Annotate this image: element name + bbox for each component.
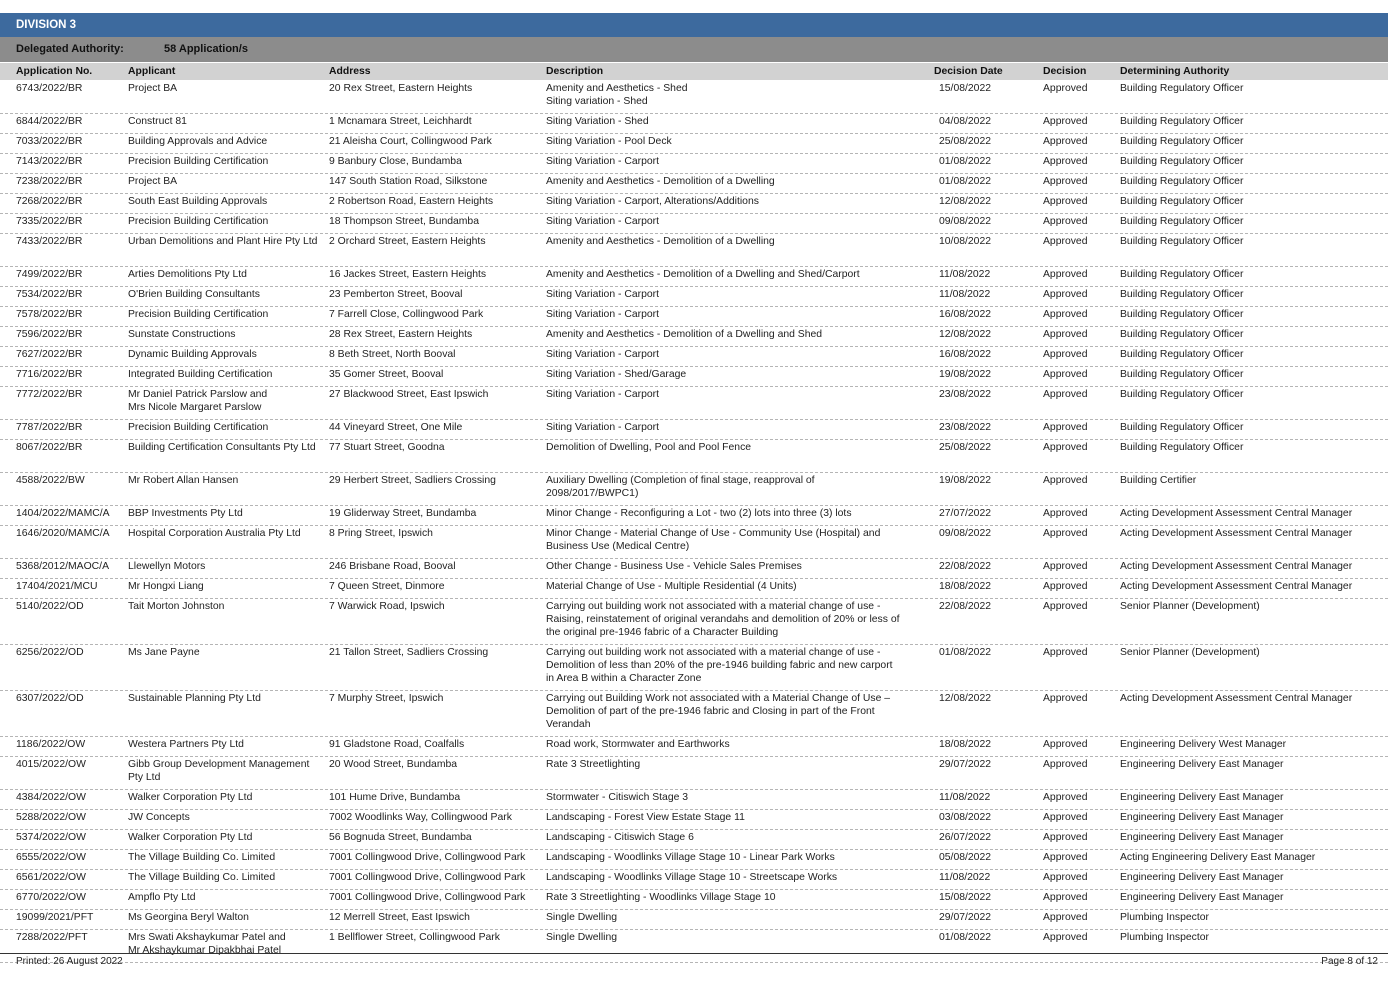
table-row xyxy=(0,473,1388,506)
cell-description: Siting Variation - Shed/Garage xyxy=(546,369,687,380)
cell-address: 44 Vineyard Street, One Mile xyxy=(329,422,463,433)
cell-applicant: Sunstate Constructions xyxy=(128,329,236,340)
cell-applicant: The Village Building Co. Limited xyxy=(128,852,276,863)
cell-applicant: JW Concepts xyxy=(128,812,190,823)
cell-applicant: Llewellyn Motors xyxy=(128,561,206,572)
cell-decision: Approved xyxy=(1043,389,1088,400)
cell-authority: Building Regulatory Officer xyxy=(1120,389,1244,400)
table-row xyxy=(0,420,1388,440)
footer-divider xyxy=(0,953,1388,954)
cell-authority: Building Regulatory Officer xyxy=(1120,349,1244,360)
cell-description: Material Change of Use - Multiple Residential (4 Units) xyxy=(546,581,797,592)
cell-description: Single Dwelling xyxy=(546,932,618,943)
table-row xyxy=(0,691,1388,737)
cell-description: Siting Variation - Carport xyxy=(546,422,659,433)
cell-decision: Approved xyxy=(1043,601,1088,612)
cell-app-no: 7433/2022/BR xyxy=(16,236,83,247)
cell-description: Carrying out building work not associated with a material change of use - Raising, reinstatement of original verandahs and demolition of 20% or less of the original pre-1946 fabric of a Character Building xyxy=(546,601,900,638)
cell-decision: Approved xyxy=(1043,269,1088,280)
col-header-authority: Determining Authority xyxy=(1120,66,1230,77)
cell-description: Siting Variation - Carport xyxy=(546,349,659,360)
cell-decision-date: 18/08/2022 xyxy=(939,739,992,750)
applications-table xyxy=(0,81,1388,956)
cell-applicant: Walker Corporation Pty Ltd xyxy=(128,832,253,843)
cell-description: Landscaping - Citiswich Stage 6 xyxy=(546,832,694,843)
cell-address: 7001 Collingwood Drive, Collingwood Park xyxy=(329,892,526,903)
cell-authority: Building Regulatory Officer xyxy=(1120,269,1244,280)
cell-app-no: 7499/2022/BR xyxy=(16,269,83,280)
cell-applicant: Building Approvals and Advice xyxy=(128,136,268,147)
cell-address: 7002 Woodlinks Way, Collingwood Park xyxy=(329,812,512,823)
cell-description: Carrying out building work not associated with a material change of use - Demolition of less than 20% of the pre-1946 building fabric and new carport in Area B within a Character Zone xyxy=(546,647,893,684)
col-header-address: Address xyxy=(329,66,371,77)
cell-applicant: Precision Building Certification xyxy=(128,309,269,320)
cell-applicant: Integrated Building Certification xyxy=(128,369,273,380)
cell-app-no: 7268/2022/BR xyxy=(16,196,83,207)
cell-applicant: Mr Hongxi Liang xyxy=(128,581,204,592)
cell-decision: Approved xyxy=(1043,196,1088,207)
cell-decision: Approved xyxy=(1043,528,1088,539)
cell-decision-date: 11/08/2022 xyxy=(939,872,991,883)
cell-applicant: Project BA xyxy=(128,176,178,187)
cell-authority: Acting Development Assessment Central Manager xyxy=(1120,581,1353,592)
cell-decision-date: 10/08/2022 xyxy=(939,236,992,247)
cell-address: 27 Blackwood Street, East Ipswich xyxy=(329,389,489,400)
col-header-applicant: Applicant xyxy=(128,66,176,77)
cell-decision: Approved xyxy=(1043,872,1088,883)
cell-authority: Engineering Delivery West Manager xyxy=(1120,739,1287,750)
cell-authority: Engineering Delivery East Manager xyxy=(1120,792,1284,803)
cell-decision: Approved xyxy=(1043,329,1088,340)
cell-decision-date: 19/08/2022 xyxy=(939,475,992,486)
cell-address: 1 Bellflower Street, Collingwood Park xyxy=(329,932,500,943)
cell-applicant: Gibb Group Development Management Pty Ltd xyxy=(128,759,310,783)
cell-address: 101 Hume Drive, Bundamba xyxy=(329,792,461,803)
cell-app-no: 6844/2022/BR xyxy=(16,116,83,127)
table-row xyxy=(0,930,1388,963)
cell-decision: Approved xyxy=(1043,349,1088,360)
table-row xyxy=(0,174,1388,194)
cell-address: 77 Stuart Street, Goodna xyxy=(329,442,445,453)
cell-description: Siting Variation - Carport xyxy=(546,156,659,167)
cell-description: Auxiliary Dwelling (Completion of final stage, reapproval of 2098/2017/BWPC1) xyxy=(546,475,815,499)
cell-decision: Approved xyxy=(1043,176,1088,187)
cell-app-no: 1404/2022/MAMC/A xyxy=(16,508,110,519)
cell-decision-date: 11/08/2022 xyxy=(939,289,991,300)
cell-authority: Senior Planner (Development) xyxy=(1120,601,1260,612)
cell-decision: Approved xyxy=(1043,309,1088,320)
cell-description: Carrying out Building Work not associated with a Material Change of Use – Demolition of part of the pre-1946 fabric and Closing in part of the Front Verandah xyxy=(546,693,891,730)
cell-app-no: 7238/2022/BR xyxy=(16,176,83,187)
division-header xyxy=(0,13,1388,37)
authority-label: Delegated Authority: xyxy=(16,43,124,55)
cell-address: 2 Orchard Street, Eastern Heights xyxy=(329,236,486,247)
table-row xyxy=(0,287,1388,307)
cell-authority: Plumbing Inspector xyxy=(1120,932,1209,943)
cell-applicant: Precision Building Certification xyxy=(128,216,269,227)
cell-address: 18 Thompson Street, Bundamba xyxy=(329,216,479,227)
cell-description: Amenity and Aesthetics - Demolition of a Dwelling and Shed/Carport xyxy=(546,269,860,280)
cell-app-no: 5140/2022/OD xyxy=(16,601,84,612)
table-row xyxy=(0,579,1388,599)
table-row xyxy=(0,790,1388,810)
table-row xyxy=(0,154,1388,174)
cell-applicant: Ampflo Pty Ltd xyxy=(128,892,196,903)
cell-app-no: 7033/2022/BR xyxy=(16,136,83,147)
cell-applicant: Precision Building Certification xyxy=(128,422,269,433)
cell-applicant: Sustainable Planning Pty Ltd xyxy=(128,693,261,704)
cell-decision: Approved xyxy=(1043,932,1088,943)
cell-decision-date: 12/08/2022 xyxy=(939,329,992,340)
cell-app-no: 8067/2022/BR xyxy=(16,442,83,453)
cell-description: Other Change - Business Use - Vehicle Sales Premises xyxy=(546,561,802,572)
cell-decision-date: 16/08/2022 xyxy=(939,349,992,360)
cell-decision-date: 01/08/2022 xyxy=(939,156,992,167)
table-row xyxy=(0,559,1388,579)
cell-authority: Building Regulatory Officer xyxy=(1120,83,1244,94)
table-row xyxy=(0,327,1388,347)
printed-date: Printed: 26 August 2022 xyxy=(16,956,123,967)
division-title: DIVISION 3 xyxy=(16,19,77,31)
cell-authority: Building Regulatory Officer xyxy=(1120,136,1244,147)
cell-applicant: Project BA xyxy=(128,83,178,94)
cell-applicant: O'Brien Building Consultants xyxy=(128,289,260,300)
table-row xyxy=(0,599,1388,645)
cell-decision-date: 29/07/2022 xyxy=(939,759,992,770)
cell-description: Landscaping - Woodlinks Village Stage 10 - Linear Park Works xyxy=(546,852,835,863)
cell-decision-date: 26/07/2022 xyxy=(939,832,992,843)
cell-authority: Building Regulatory Officer xyxy=(1120,176,1244,187)
cell-decision-date: 25/08/2022 xyxy=(939,136,992,147)
cell-decision-date: 01/08/2022 xyxy=(939,176,992,187)
cell-applicant: Urban Demolitions and Plant Hire Pty Ltd xyxy=(128,236,318,247)
cell-description: Siting Variation - Carport xyxy=(546,389,659,400)
authority-summary xyxy=(0,37,1388,62)
col-header-description: Description xyxy=(546,66,604,77)
cell-description: Landscaping - Forest View Estate Stage 11 xyxy=(546,812,745,823)
cell-applicant: Westera Partners Pty Ltd xyxy=(128,739,244,750)
table-header xyxy=(0,63,1388,80)
cell-description: Amenity and Aesthetics - Shed Siting variation - Shed xyxy=(546,83,688,107)
cell-decision: Approved xyxy=(1043,216,1088,227)
cell-address: 2 Robertson Road, Eastern Heights xyxy=(329,196,494,207)
cell-applicant: Mr Robert Allan Hansen xyxy=(128,475,239,486)
cell-app-no: 4588/2022/BW xyxy=(16,475,85,486)
table-row xyxy=(0,347,1388,367)
cell-decision-date: 29/07/2022 xyxy=(939,912,992,923)
cell-decision: Approved xyxy=(1043,136,1088,147)
cell-address: 20 Wood Street, Bundamba xyxy=(329,759,458,770)
table-row xyxy=(0,850,1388,870)
cell-applicant: Ms Jane Payne xyxy=(128,647,200,658)
cell-description: Siting Variation - Pool Deck xyxy=(546,136,672,147)
cell-applicant: Building Certification Consultants Pty Ltd xyxy=(128,442,316,453)
cell-authority: Acting Development Assessment Central Manager xyxy=(1120,561,1353,572)
cell-decision: Approved xyxy=(1043,812,1088,823)
cell-app-no: 7627/2022/BR xyxy=(16,349,83,360)
cell-authority: Senior Planner (Development) xyxy=(1120,647,1260,658)
cell-authority: Engineering Delivery East Manager xyxy=(1120,812,1284,823)
cell-applicant: Ms Georgina Beryl Walton xyxy=(128,912,249,923)
cell-description: Minor Change - Reconfiguring a Lot - two (2) lots into three (3) lots xyxy=(546,508,852,519)
cell-authority: Engineering Delivery East Manager xyxy=(1120,892,1284,903)
cell-applicant: Tait Morton Johnston xyxy=(128,601,225,612)
cell-app-no: 7335/2022/BR xyxy=(16,216,83,227)
cell-address: 7 Murphy Street, Ipswich xyxy=(329,693,444,704)
cell-authority: Acting Development Assessment Central Manager xyxy=(1120,528,1353,539)
cell-authority: Engineering Delivery East Manager xyxy=(1120,832,1284,843)
cell-address: 246 Brisbane Road, Booval xyxy=(329,561,456,572)
cell-decision: Approved xyxy=(1043,852,1088,863)
cell-app-no: 7716/2022/BR xyxy=(16,369,83,380)
cell-app-no: 7534/2022/BR xyxy=(16,289,83,300)
cell-address: 147 South Station Road, Silkstone xyxy=(329,176,488,187)
cell-address: 12 Merrell Street, East Ipswich xyxy=(329,912,470,923)
cell-app-no: 6307/2022/OD xyxy=(16,693,84,704)
table-row xyxy=(0,810,1388,830)
table-row xyxy=(0,910,1388,930)
cell-authority: Building Regulatory Officer xyxy=(1120,156,1244,167)
cell-decision-date: 11/08/2022 xyxy=(939,269,991,280)
cell-app-no: 6561/2022/OW xyxy=(16,872,86,883)
cell-description: Siting Variation - Shed xyxy=(546,116,649,127)
cell-app-no: 7288/2022/PFT xyxy=(16,932,88,943)
cell-app-no: 6743/2022/BR xyxy=(16,83,83,94)
cell-decision: Approved xyxy=(1043,561,1088,572)
cell-decision-date: 18/08/2022 xyxy=(939,581,992,592)
cell-authority: Engineering Delivery East Manager xyxy=(1120,759,1284,770)
table-row xyxy=(0,830,1388,850)
cell-app-no: 5288/2022/OW xyxy=(16,812,86,823)
cell-authority: Building Regulatory Officer xyxy=(1120,216,1244,227)
cell-address: 91 Gladstone Road, Coalfalls xyxy=(329,739,465,750)
cell-decision: Approved xyxy=(1043,83,1088,94)
cell-applicant: South East Building Approvals xyxy=(128,196,268,207)
cell-decision-date: 03/08/2022 xyxy=(939,812,992,823)
cell-authority: Building Regulatory Officer xyxy=(1120,236,1244,247)
cell-app-no: 7596/2022/BR xyxy=(16,329,83,340)
table-row xyxy=(0,757,1388,790)
cell-decision-date: 16/08/2022 xyxy=(939,309,992,320)
cell-description: Amenity and Aesthetics - Demolition of a Dwelling xyxy=(546,176,775,187)
table-row xyxy=(0,214,1388,234)
cell-decision-date: 04/08/2022 xyxy=(939,116,992,127)
cell-decision: Approved xyxy=(1043,508,1088,519)
table-row xyxy=(0,114,1388,134)
cell-address: 28 Rex Street, Eastern Heights xyxy=(329,329,473,340)
cell-decision-date: 22/08/2022 xyxy=(939,561,992,572)
cell-decision-date: 09/08/2022 xyxy=(939,528,992,539)
cell-app-no: 6770/2022/OW xyxy=(16,892,86,903)
cell-authority: Building Regulatory Officer xyxy=(1120,422,1244,433)
cell-app-no: 6256/2022/OD xyxy=(16,647,84,658)
cell-authority: Engineering Delivery East Manager xyxy=(1120,872,1284,883)
cell-decision-date: 11/08/2022 xyxy=(939,792,991,803)
cell-authority: Building Regulatory Officer xyxy=(1120,309,1244,320)
table-row xyxy=(0,506,1388,526)
table-row xyxy=(0,307,1388,327)
cell-app-no: 19099/2021/PFT xyxy=(16,912,94,923)
cell-address: 7 Queen Street, Dinmore xyxy=(329,581,445,592)
cell-description: Rate 3 Streetlighting - Woodlinks Village Stage 10 xyxy=(546,892,776,903)
cell-decision: Approved xyxy=(1043,832,1088,843)
cell-decision-date: 23/08/2022 xyxy=(939,389,992,400)
cell-address: 8 Pring Street, Ipswich xyxy=(329,528,433,539)
cell-applicant: BBP Investments Pty Ltd xyxy=(128,508,243,519)
cell-address: 7 Warwick Road, Ipswich xyxy=(329,601,445,612)
cell-authority: Acting Development Assessment Central Manager xyxy=(1120,508,1353,519)
cell-decision-date: 12/08/2022 xyxy=(939,196,992,207)
cell-address: 29 Herbert Street, Sadliers Crossing xyxy=(329,475,496,486)
cell-app-no: 5374/2022/OW xyxy=(16,832,86,843)
cell-decision: Approved xyxy=(1043,647,1088,658)
cell-address: 19 Gliderway Street, Bundamba xyxy=(329,508,477,519)
cell-app-no: 17404/2021/MCU xyxy=(16,581,98,592)
cell-decision: Approved xyxy=(1043,792,1088,803)
cell-address: 21 Aleisha Court, Collingwood Park xyxy=(329,136,492,147)
cell-authority: Plumbing Inspector xyxy=(1120,912,1209,923)
cell-description: Minor Change - Material Change of Use - Community Use (Hospital) and Business Use (Medical Centre) xyxy=(546,528,881,552)
cell-app-no: 7578/2022/BR xyxy=(16,309,83,320)
table-row xyxy=(0,737,1388,757)
cell-decision: Approved xyxy=(1043,442,1088,453)
cell-decision-date: 05/08/2022 xyxy=(939,852,992,863)
cell-address: 7 Farrell Close, Collingwood Park xyxy=(329,309,484,320)
application-count: 58 Application/s xyxy=(164,43,248,55)
cell-decision: Approved xyxy=(1043,289,1088,300)
cell-app-no: 4384/2022/OW xyxy=(16,792,86,803)
table-row xyxy=(0,387,1388,420)
cell-applicant: Precision Building Certification xyxy=(128,156,269,167)
cell-description: Siting Variation - Carport xyxy=(546,309,659,320)
table-row xyxy=(0,526,1388,559)
cell-decision-date: 15/08/2022 xyxy=(939,83,992,94)
cell-applicant: Mr Daniel Patrick Parslow and Mrs Nicole Margaret Parslow xyxy=(128,389,268,413)
cell-description: Siting Variation - Carport xyxy=(546,216,659,227)
table-row xyxy=(0,870,1388,890)
cell-description: Single Dwelling xyxy=(546,912,618,923)
page-number: Page 8 of 12 xyxy=(1321,956,1378,967)
cell-authority: Building Regulatory Officer xyxy=(1120,116,1244,127)
cell-description: Landscaping - Woodlinks Village Stage 10 - Streetscape Works xyxy=(546,872,838,883)
cell-decision: Approved xyxy=(1043,236,1088,247)
cell-address: 8 Beth Street, North Booval xyxy=(329,349,456,360)
table-row xyxy=(0,134,1388,154)
cell-applicant: Walker Corporation Pty Ltd xyxy=(128,792,253,803)
cell-description: Demolition of Dwelling, Pool and Pool Fence xyxy=(546,442,752,453)
cell-address: 21 Tallon Street, Sadliers Crossing xyxy=(329,647,489,658)
cell-description: Siting Variation - Carport xyxy=(546,289,659,300)
cell-decision-date: 22/08/2022 xyxy=(939,601,992,612)
cell-description: Siting Variation - Carport, Alterations/Additions xyxy=(546,196,759,207)
table-row xyxy=(0,194,1388,214)
cell-authority: Acting Development Assessment Central Manager xyxy=(1120,693,1353,704)
cell-decision-date: 12/08/2022 xyxy=(939,693,992,704)
cell-authority: Building Certifier xyxy=(1120,475,1197,486)
cell-address: 35 Gomer Street, Booval xyxy=(329,369,444,380)
cell-address: 9 Banbury Close, Bundamba xyxy=(329,156,462,167)
cell-address: 23 Pemberton Street, Booval xyxy=(329,289,463,300)
cell-app-no: 1646/2020/MAMC/A xyxy=(16,528,110,539)
cell-decision-date: 27/07/2022 xyxy=(939,508,992,519)
cell-description: Stormwater - Citiswich Stage 3 xyxy=(546,792,689,803)
cell-applicant: The Village Building Co. Limited xyxy=(128,872,276,883)
cell-decision: Approved xyxy=(1043,369,1088,380)
cell-address: 7001 Collingwood Drive, Collingwood Park xyxy=(329,872,526,883)
cell-authority: Building Regulatory Officer xyxy=(1120,369,1244,380)
cell-decision: Approved xyxy=(1043,116,1088,127)
cell-decision: Approved xyxy=(1043,912,1088,923)
cell-decision: Approved xyxy=(1043,693,1088,704)
cell-applicant: Arties Demolitions Pty Ltd xyxy=(128,269,247,280)
cell-decision-date: 09/08/2022 xyxy=(939,216,992,227)
cell-decision: Approved xyxy=(1043,892,1088,903)
cell-decision-date: 23/08/2022 xyxy=(939,422,992,433)
cell-decision: Approved xyxy=(1043,422,1088,433)
cell-decision: Approved xyxy=(1043,475,1088,486)
cell-decision-date: 01/08/2022 xyxy=(939,932,992,943)
col-header-decision-date: Decision Date xyxy=(934,66,1003,77)
cell-applicant: Hospital Corporation Australia Pty Ltd xyxy=(128,528,301,539)
cell-decision-date: 15/08/2022 xyxy=(939,892,992,903)
cell-applicant: Mrs Swati Akshaykumar Patel and Mr Akshaykumar Dipakbhai Patel xyxy=(128,932,286,956)
cell-authority: Building Regulatory Officer xyxy=(1120,289,1244,300)
table-row xyxy=(0,367,1388,387)
cell-app-no: 7143/2022/BR xyxy=(16,156,83,167)
cell-address: 7001 Collingwood Drive, Collingwood Park xyxy=(329,852,526,863)
table-row xyxy=(0,645,1388,691)
cell-app-no: 4015/2022/OW xyxy=(16,759,86,770)
cell-decision-date: 19/08/2022 xyxy=(939,369,992,380)
cell-description: Amenity and Aesthetics - Demolition of a Dwelling xyxy=(546,236,775,247)
cell-app-no: 6555/2022/OW xyxy=(16,852,86,863)
cell-authority: Acting Engineering Delivery East Manager xyxy=(1120,852,1316,863)
cell-description: Road work, Stormwater and Earthworks xyxy=(546,739,730,750)
cell-decision-date: 01/08/2022 xyxy=(939,647,992,658)
col-header-app-no: Application No. xyxy=(16,66,93,77)
cell-authority: Building Regulatory Officer xyxy=(1120,442,1244,453)
table-row xyxy=(0,81,1388,114)
cell-app-no: 7772/2022/BR xyxy=(16,389,83,400)
cell-address: 1 Mcnamara Street, Leichhardt xyxy=(329,116,472,127)
table-row xyxy=(0,234,1388,267)
cell-decision: Approved xyxy=(1043,759,1088,770)
cell-app-no: 5368/2012/MAOC/A xyxy=(16,561,109,572)
cell-authority: Building Regulatory Officer xyxy=(1120,329,1244,340)
cell-app-no: 1186/2022/OW xyxy=(16,739,86,750)
table-row xyxy=(0,267,1388,287)
cell-decision: Approved xyxy=(1043,739,1088,750)
cell-decision: Approved xyxy=(1043,581,1088,592)
cell-description: Amenity and Aesthetics - Demolition of a Dwelling and Shed xyxy=(546,329,823,340)
table-row xyxy=(0,890,1388,910)
cell-decision: Approved xyxy=(1043,156,1088,167)
cell-address: 16 Jackes Street, Eastern Heights xyxy=(329,269,487,280)
cell-description: Rate 3 Streetlighting xyxy=(546,759,641,770)
col-header-decision: Decision xyxy=(1043,66,1087,77)
cell-decision-date: 25/08/2022 xyxy=(939,442,992,453)
cell-authority: Building Regulatory Officer xyxy=(1120,196,1244,207)
cell-applicant: Dynamic Building Approvals xyxy=(128,349,257,360)
table-row xyxy=(0,440,1388,473)
cell-address: 20 Rex Street, Eastern Heights xyxy=(329,83,473,94)
cell-address: 56 Bognuda Street, Bundamba xyxy=(329,832,472,843)
cell-applicant: Construct 81 xyxy=(128,116,187,127)
cell-app-no: 7787/2022/BR xyxy=(16,422,83,433)
